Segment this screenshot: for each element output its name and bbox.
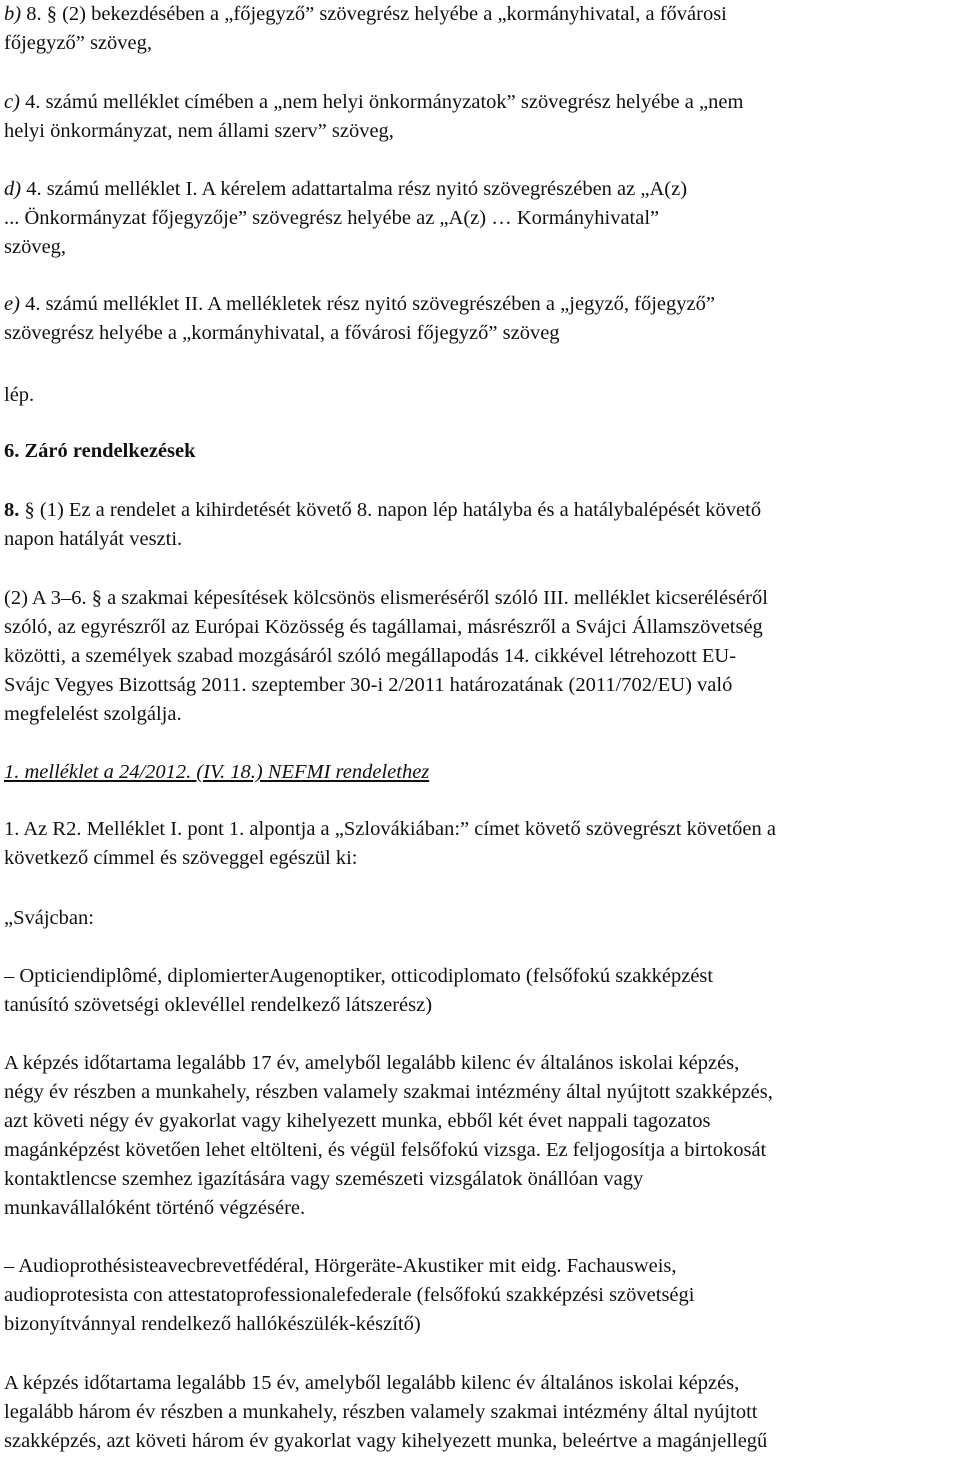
text-line: A képzés időtartama legalább 15 év, amelyből legalább kilenc év általános iskolai képzés, xyxy=(4,1372,740,1394)
section-title: 6. Záró rendelkezések xyxy=(4,440,196,462)
annex-point-1 xyxy=(4,815,956,873)
text-line: kontaktlencse szemhez igazítására vagy szemészeti vizsgálatok önállóan vagy xyxy=(4,1168,644,1190)
text-line: következő címmel és szöveggel egészül ki: xyxy=(4,847,358,869)
list-marker: e) xyxy=(4,293,20,315)
text-line: tanúsító szövetségi oklevéllel rendelkező látszerész) xyxy=(4,994,433,1016)
text-line: munkavállalóként történő végzésére. xyxy=(4,1197,306,1219)
text-line: – Audioprothésisteavecbrevetfédéral, Hörgeräte-Akustiker mit eidg. Fachausweis, xyxy=(4,1255,677,1277)
annex-heading xyxy=(4,758,956,787)
annex-title: 1. melléklet a 24/2012. (IV. 18.) NEFMI rendelethez xyxy=(4,761,430,783)
text-line: legalább három év részben a munkahely, részben valamely szakmai intézmény által nyújtott xyxy=(4,1401,758,1423)
text-line: bizonyítvánnyal rendelkező hallókészülék-készítő) xyxy=(4,1313,421,1335)
paragraph-8-1 xyxy=(4,496,956,554)
qualification-audioprosthetist xyxy=(4,1252,956,1339)
list-marker: b) xyxy=(4,3,22,25)
text-line: (2) A 3–6. § a szakmai képesítések kölcsönös elismeréséről szóló III. melléklet kicseréléséről xyxy=(4,587,768,609)
text-line: négy év részben a munkahely, részben valamely szakmai intézmény által nyújtott szakképzés, xyxy=(4,1081,773,1103)
text-line: szóló, az egyrészről az Európai Közösség és tagállamai, másrészről a Svájci Államszövetség xyxy=(4,616,763,638)
list-marker: c) xyxy=(4,91,20,113)
closing-word xyxy=(4,381,956,410)
text-line: audioprotesista con attestatoprofessionalefederale (felsőfokú szakképzési szövetségi xyxy=(4,1284,695,1306)
qualification-optician xyxy=(4,962,956,1020)
text-line: – Opticiendiplômé, diplomierterAugenoptiker, otticodiplomato (felsőfokú szakképzést xyxy=(4,965,714,987)
text-line: b) 8. § (2) bekezdésében a „főjegyző” szövegrész helyébe a „kormányhivatal, a fővárosi xyxy=(4,3,727,25)
text-line: helyi önkormányzat, nem állami szerv” szöveg, xyxy=(4,120,394,142)
text-line: lép. xyxy=(4,384,35,406)
text-line: ... Önkormányzat főjegyzője” szövegrész helyébe az „A(z) … Kormányhivatal” xyxy=(4,207,660,229)
text-line: „Svájcban: xyxy=(4,907,94,929)
text-line: 1. Az R2. Melléklet I. pont 1. alpontja a „Szlovákiában:” címet követő szövegrészt követően a xyxy=(4,818,776,840)
text-line: szövegrész helyébe a „kormányhivatal, a fővárosi főjegyző” szöveg xyxy=(4,322,560,344)
text-line: d) 4. számú melléklet I. A kérelem adattartalma rész nyitó szövegrészében az „A(z) xyxy=(4,178,688,200)
paragraph-number: 8. xyxy=(4,499,20,521)
country-heading xyxy=(4,904,956,933)
text-line: Svájc Vegyes Bizottság 2011. szeptember 30-i 2/2011 határozatának (2011/702/EU) való xyxy=(4,674,733,696)
list-marker: d) xyxy=(4,178,22,200)
text-line: szöveg, xyxy=(4,236,67,258)
text-line: főjegyző” szöveg, xyxy=(4,32,152,54)
text-line: közötti, a személyek szabad mozgásáról szóló megállapodás 14. cikkével létrehozott EU- xyxy=(4,645,737,667)
training-description-audioprosthetist xyxy=(4,1369,956,1456)
text-line: A képzés időtartama legalább 17 év, amelyből legalább kilenc év általános iskolai képzés, xyxy=(4,1052,740,1074)
text-line: c) 4. számú melléklet címében a „nem helyi önkormányzatok” szövegrész helyébe a „nem xyxy=(4,91,744,113)
amendment-item-b xyxy=(4,0,956,58)
amendment-item-d xyxy=(4,175,956,262)
text-line: szakképzés, azt követi három év gyakorlat vagy kihelyezett munka, beleértve a magánjellegű xyxy=(4,1430,768,1452)
text-line: azt követi négy év gyakorlat vagy kihelyezett munka, ebből két évet nappali tagozatos xyxy=(4,1110,711,1132)
section-heading xyxy=(4,437,956,466)
paragraph-8-2 xyxy=(4,584,956,729)
text-line: megfelelést szolgálja. xyxy=(4,703,182,725)
training-description-optician xyxy=(4,1049,956,1223)
text-line: magánképzést követően lehet eltölteni, és végül felsőfokú vizsga. Ez feljogosítja a birtokosát xyxy=(4,1139,767,1161)
amendment-item-e xyxy=(4,290,956,348)
text-line: napon hatályát veszti. xyxy=(4,528,183,550)
amendment-item-c xyxy=(4,88,956,146)
text-line: e) 4. számú melléklet II. A mellékletek rész nyitó szövegrészében a „jegyző, főjegyző” xyxy=(4,293,715,315)
text-line: 8. § (1) Ez a rendelet a kihirdetését követő 8. napon lép hatályba és a hatálybalépését követő xyxy=(4,499,762,521)
